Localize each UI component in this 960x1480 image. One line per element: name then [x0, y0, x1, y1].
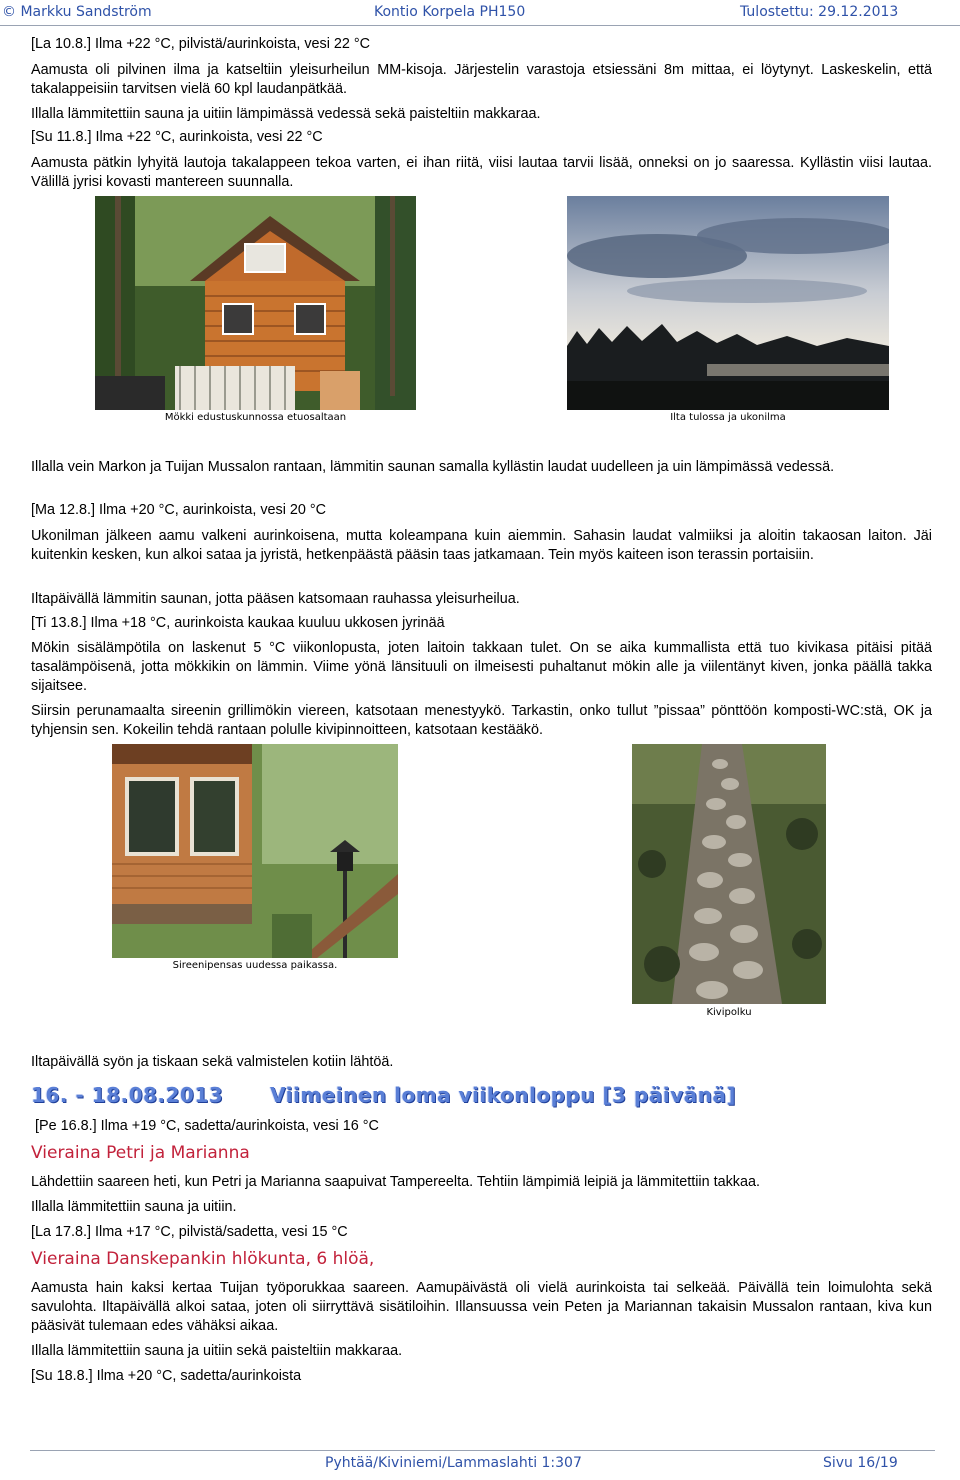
- entry-heading: [Su 18.8.] Ilma +20 °C, sadetta/aurinkoista: [31, 1368, 302, 1384]
- sunset-caption: Ilta tulossa ja ukonilma: [670, 412, 786, 423]
- cabin-caption: Mökki edustuskunnossa etuosaltaan: [164, 412, 347, 423]
- stone-path-caption: Kivipolku: [706, 1007, 752, 1018]
- visitor-heading: Vieraina Petri ja Marianna: [31, 1143, 250, 1163]
- paragraph: Aamusta pätkin lyhyitä lautoja takalappeen tekoa varten, ei ihan riitä, viisi lautaa tarvii lisää, onneksi on jo saaressa. Kyllästin viisi lautaa. Välillä jyrisi kovasti mantereen suunnalla.: [31, 155, 932, 190]
- sunset-photo: [567, 196, 889, 410]
- visitor-heading: Vieraina Danskepankin hlökunta, 6 hlöä,: [31, 1249, 375, 1269]
- footer-page-number: Sivu 16/19: [823, 1455, 898, 1471]
- footer-divider: [30, 1450, 935, 1451]
- paragraph: Iltapäivällä lämmitin saunan, jotta pääsen katsomaan rauhassa yleisurheilua.: [31, 591, 520, 607]
- cabin-photo: [95, 196, 416, 410]
- section-title: Viimeinen loma viikonloppu [3 päivänä]: [270, 1083, 737, 1107]
- paragraph: Aamusta hain kaksi kertaa Tuijan työporukkaa saareen. Aamupäivästä oli vielä aurinkoista tai selkeää. Päivällä tein loimulohta sekä savulohta. Iltapäivällä alkoi sataa, joten oli siirryttävä sisätiloihin. Illansuussa vein Peten ja Mariannan takaisin Mussalon rantaan, kiva kun pääsivät tulemaan edes vähäksi aikaa.: [31, 1280, 932, 1334]
- paragraph: Iltapäivällä syön ja tiskaan sekä valmistelen kotiin lähtöä.: [31, 1054, 394, 1070]
- paragraph: Illalla lämmitettiin sauna ja uitiin sekä paisteltiin makkaraa.: [31, 1343, 403, 1359]
- header-author: © Markku Sandström: [2, 4, 152, 20]
- section-dates: 16. - 18.08.2013: [31, 1083, 224, 1107]
- paragraph: Mökin sisälämpötila on laskenut 5 °C viikonlopusta, joten laitoin takkaan tulet. On se aika kummallista että tuo kivikasa pitäisi pitää tasalämpöisenä, jotta mökkikin on lämmin. Viime yönä länsituuli on ilmeisesti puhaltanut mökin alle ja viilentänyt kiven, jonka päällä takka sijaitsee.: [31, 640, 932, 694]
- page-header: [0, 0, 960, 24]
- header-divider: [0, 25, 960, 26]
- paragraph: Lähdettiin saareen heti, kun Petri ja Marianna saapuivat Tampereelta. Tehtiin lämpimiä leipiä ja lämmitettiin takkaa.: [31, 1174, 760, 1190]
- header-print-date: Tulostettu: 29.12.2013: [740, 4, 899, 20]
- paragraph: Aamusta oli pilvinen ilma ja katseltiin yleisurheilun MM-kisoja. Järjestelin varastoja etsiessäni 8m mittaa, ei löytynyt. Laskeskelin, että takalappeisiin tarvitsen vielä 60 kpl laudanpätkää.: [31, 62, 932, 97]
- entry-heading: [Su 11.8.] Ilma +22 °C, aurinkoista, vesi 22 °C: [31, 129, 323, 145]
- paragraph: Ukonilman jälkeen aamu valkeni aurinkoisena, mutta koleampana kuin aiemmin. Sahasin laudat valmiiksi ja aloitin takaosan laiton. Jäi kuitenkin kesken, kun alkoi sataa ja jyristä, hetkenpäästä pääsin taas jatkamaan. Tein myös kaiteen ison terassin portaisiin.: [31, 528, 932, 563]
- entry-heading: [La 10.8.] Ilma +22 °C, pilvistä/aurinkoista, vesi 22 °C: [31, 36, 371, 52]
- paragraph: Illalla lämmitettiin sauna ja uitiin.: [31, 1199, 237, 1215]
- paragraph: Illalla vein Markon ja Tuijan Mussalon rantaan, lämmitin saunan samalla kyllästin laudat uudelleen ja uin lämpimässä vedessä.: [31, 459, 835, 475]
- entry-heading: [Ma 12.8.] Ilma +20 °C, aurinkoista, vesi 20 °C: [31, 502, 327, 518]
- lilac-photo: [112, 744, 398, 958]
- footer-location: Pyhtää/Kiviniemi/Lammaslahti 1:307: [325, 1455, 582, 1471]
- header-project: Kontio Korpela PH150: [374, 4, 526, 20]
- paragraph: Illalla lämmitettiin sauna ja uitiin lämpimässä vedessä sekä paisteltiin makkaraa.: [31, 106, 541, 122]
- entry-heading: [Pe 16.8.] Ilma +19 °C, sadetta/aurinkoista, vesi 16 °C: [35, 1118, 379, 1134]
- lilac-caption: Sireenipensas uudessa paikassa.: [172, 960, 338, 971]
- stone-path-photo: [632, 744, 826, 1004]
- entry-heading: [Ti 13.8.] Ilma +18 °C, aurinkoista kaukaa kuuluu ukkosen jyrinää: [31, 615, 445, 631]
- entry-heading: [La 17.8.] Ilma +17 °C, pilvistä/sadetta, vesi 15 °C: [31, 1224, 348, 1240]
- paragraph: Siirsin perunamaalta sireenin grillimökin viereen, katsotaan menestyykö. Tarkastin, onko tullut ”pissaa” pönttöön komposti-WC:stä, OK ja tyhjensin sen. Kokeilin tehdä rantaan polulle kivipinnoitteen, katsotaan kestääkö.: [31, 703, 932, 738]
